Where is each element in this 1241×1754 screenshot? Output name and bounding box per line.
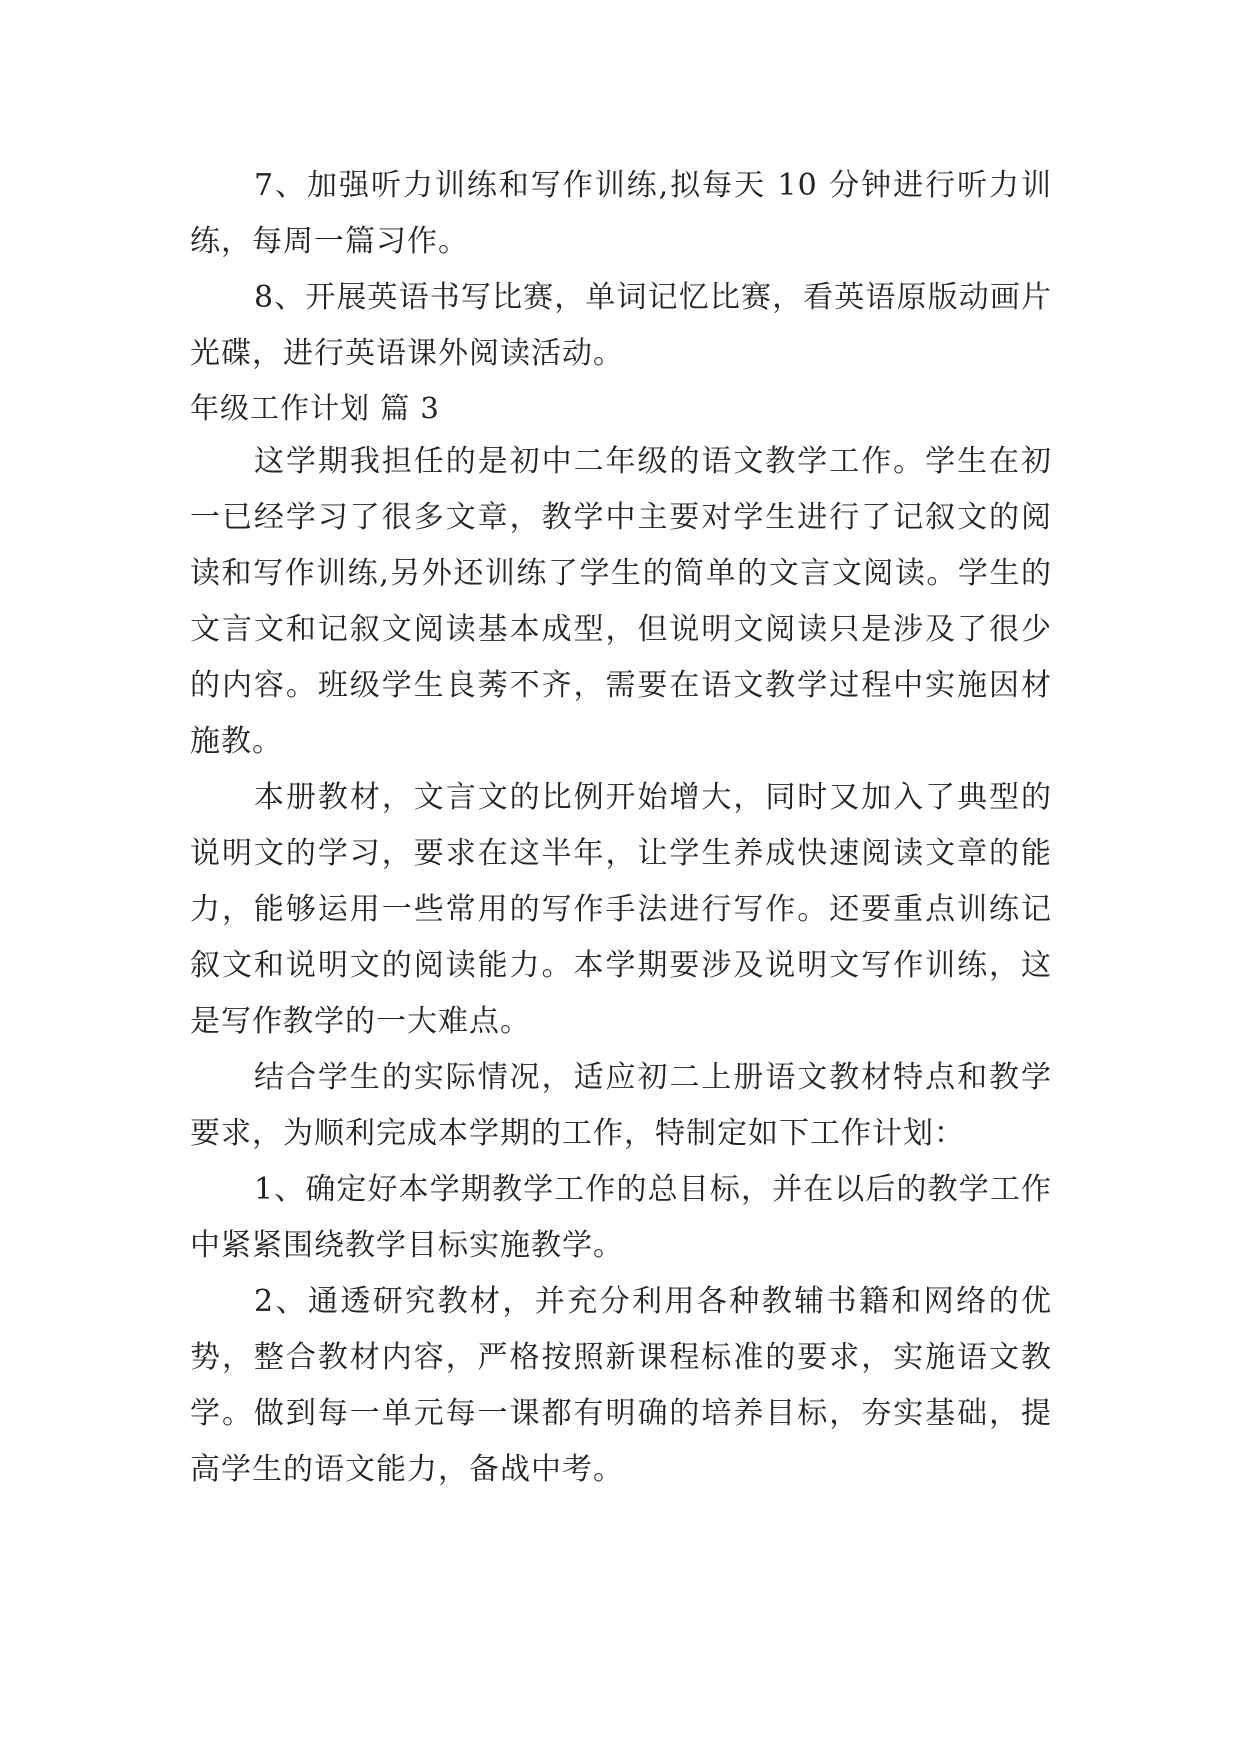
paragraph-plan-1: 1、确定好本学期教学工作的总目标，并在以后的教学工作中紧紧围绕教学目标实施教学。: [190, 1172, 1052, 1263]
paragraph-intro: 这学期我担任的是初中二年级的语文教学工作。学生在初一已经学习了很多文章，教学中主要对学生进行了记叙文的阅读和写作训练,另外还训练了学生的简单的文言文阅读。学生的文言文和记叙文阅读基本成型，但说明文阅读只是涉及了很少的内容。班级学生良莠不齐，需要在语文教学过程中实施因材施教。: [190, 444, 1052, 759]
paragraph-textbook: 本册教材，文言文的比例开始增大，同时又加入了典型的说明文的学习，要求在这半年，让学生养成快速阅读文章的能力，能够运用一些常用的写作手法进行写作。还要重点训练记叙文和说明文的阅读能力。本学期要涉及说明文写作训练，这是写作教学的一大难点。: [190, 780, 1052, 1039]
paragraph-item-7: 7、加强听力训练和写作训练,拟每天 10 分钟进行听力训练，每周一篇习作。: [190, 168, 1052, 259]
paragraph-item-8: 8、开展英语书写比赛，单词记忆比赛，看英语原版动画片光碟，进行英语课外阅读活动。: [190, 280, 1052, 371]
paragraph-plan-2: 2、通透研究教材，并充分利用各种教辅书籍和网络的优势，整合教材内容，严格按照新课程标准的要求，实施语文教学。做到每一单元每一课都有明确的培养目标，夯实基础，提高学生的语文能力，备战中考。: [190, 1284, 1052, 1487]
paragraph-plan-intro: 结合学生的实际情况，适应初二上册语文教材特点和教学要求，为顺利完成本学期的工作，特制定如下工作计划：: [190, 1060, 1052, 1151]
section-heading: 年级工作计划 篇 3: [190, 391, 440, 425]
document-body: [190, 158, 1052, 1498]
